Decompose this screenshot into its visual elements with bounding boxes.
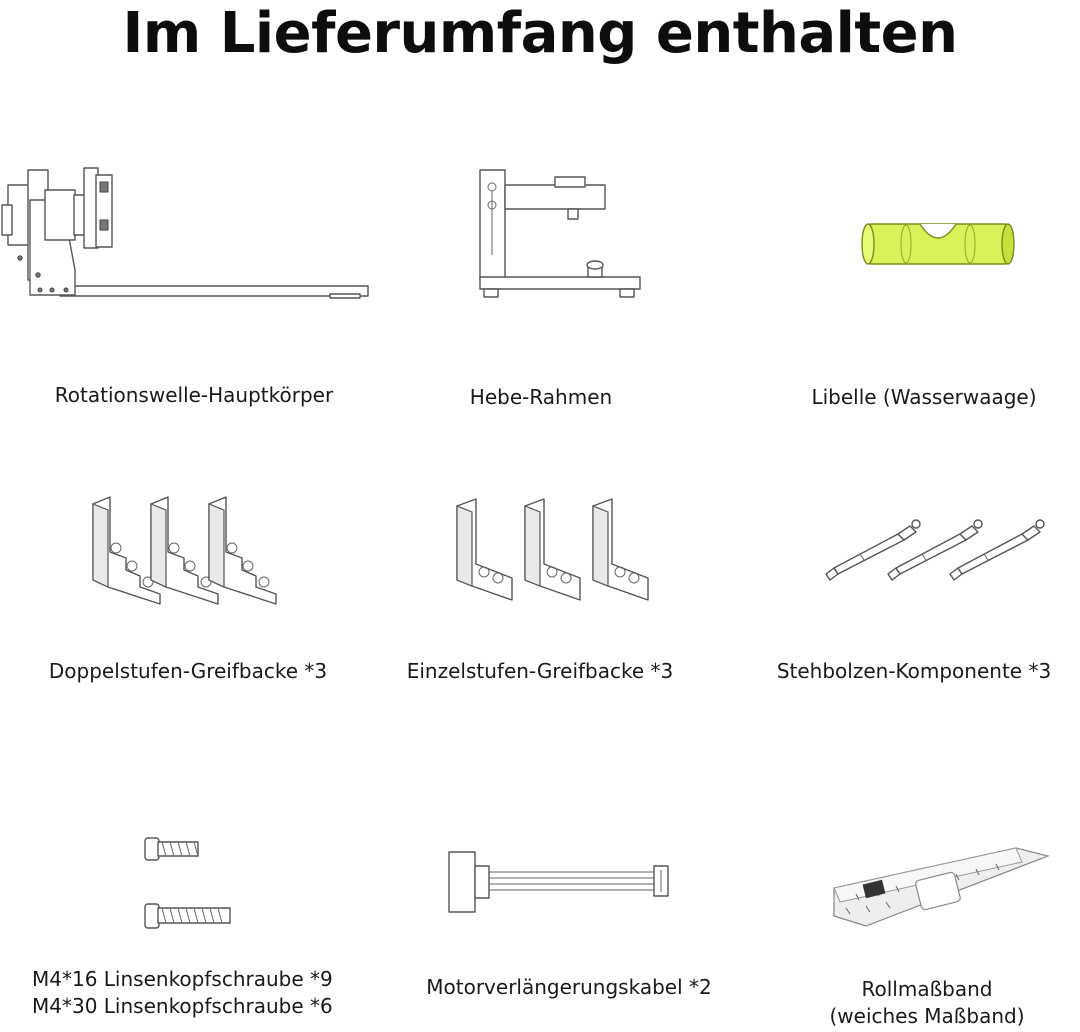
item-label (784, 976, 1070, 1030)
item-label: Motorverlängerungskabel *2 (426, 975, 712, 999)
tape-measure-icon (826, 836, 1056, 931)
single-step-jaw-icon (452, 494, 662, 612)
item-label: Einzelstufen-Greifbacke *3 (406, 659, 674, 683)
label-line-2: M4*30 Linsenkopfschraube *6 (32, 994, 333, 1018)
item-label: Libelle (Wasserwaage) (811, 385, 1037, 409)
double-step-jaw-icon (88, 492, 288, 612)
item-label: Stehbolzen-Komponente *3 (776, 659, 1052, 683)
item-label (32, 966, 372, 1020)
item-label: Rotationswelle-Hauptkörper (54, 383, 334, 407)
label-line-1: M4*16 Linsenkopfschraube *9 (32, 967, 333, 991)
label-line-2: (weiches Maßband) (829, 1004, 1025, 1028)
motor-extension-cable-icon (444, 848, 674, 918)
spirit-level-icon (858, 218, 1018, 273)
label-line-1: Rollmaßband (861, 977, 993, 1001)
lifting-frame-icon (470, 165, 650, 300)
rotary-shaft-body-icon (0, 160, 380, 310)
screws-icon (140, 830, 240, 935)
stud-bolt-icon (820, 510, 1060, 590)
page-title: Im Lieferumfang enthalten (122, 1, 958, 66)
item-label: Doppelstufen-Greifbacke *3 (48, 659, 328, 683)
item-label: Hebe-Rahmen (469, 385, 613, 409)
